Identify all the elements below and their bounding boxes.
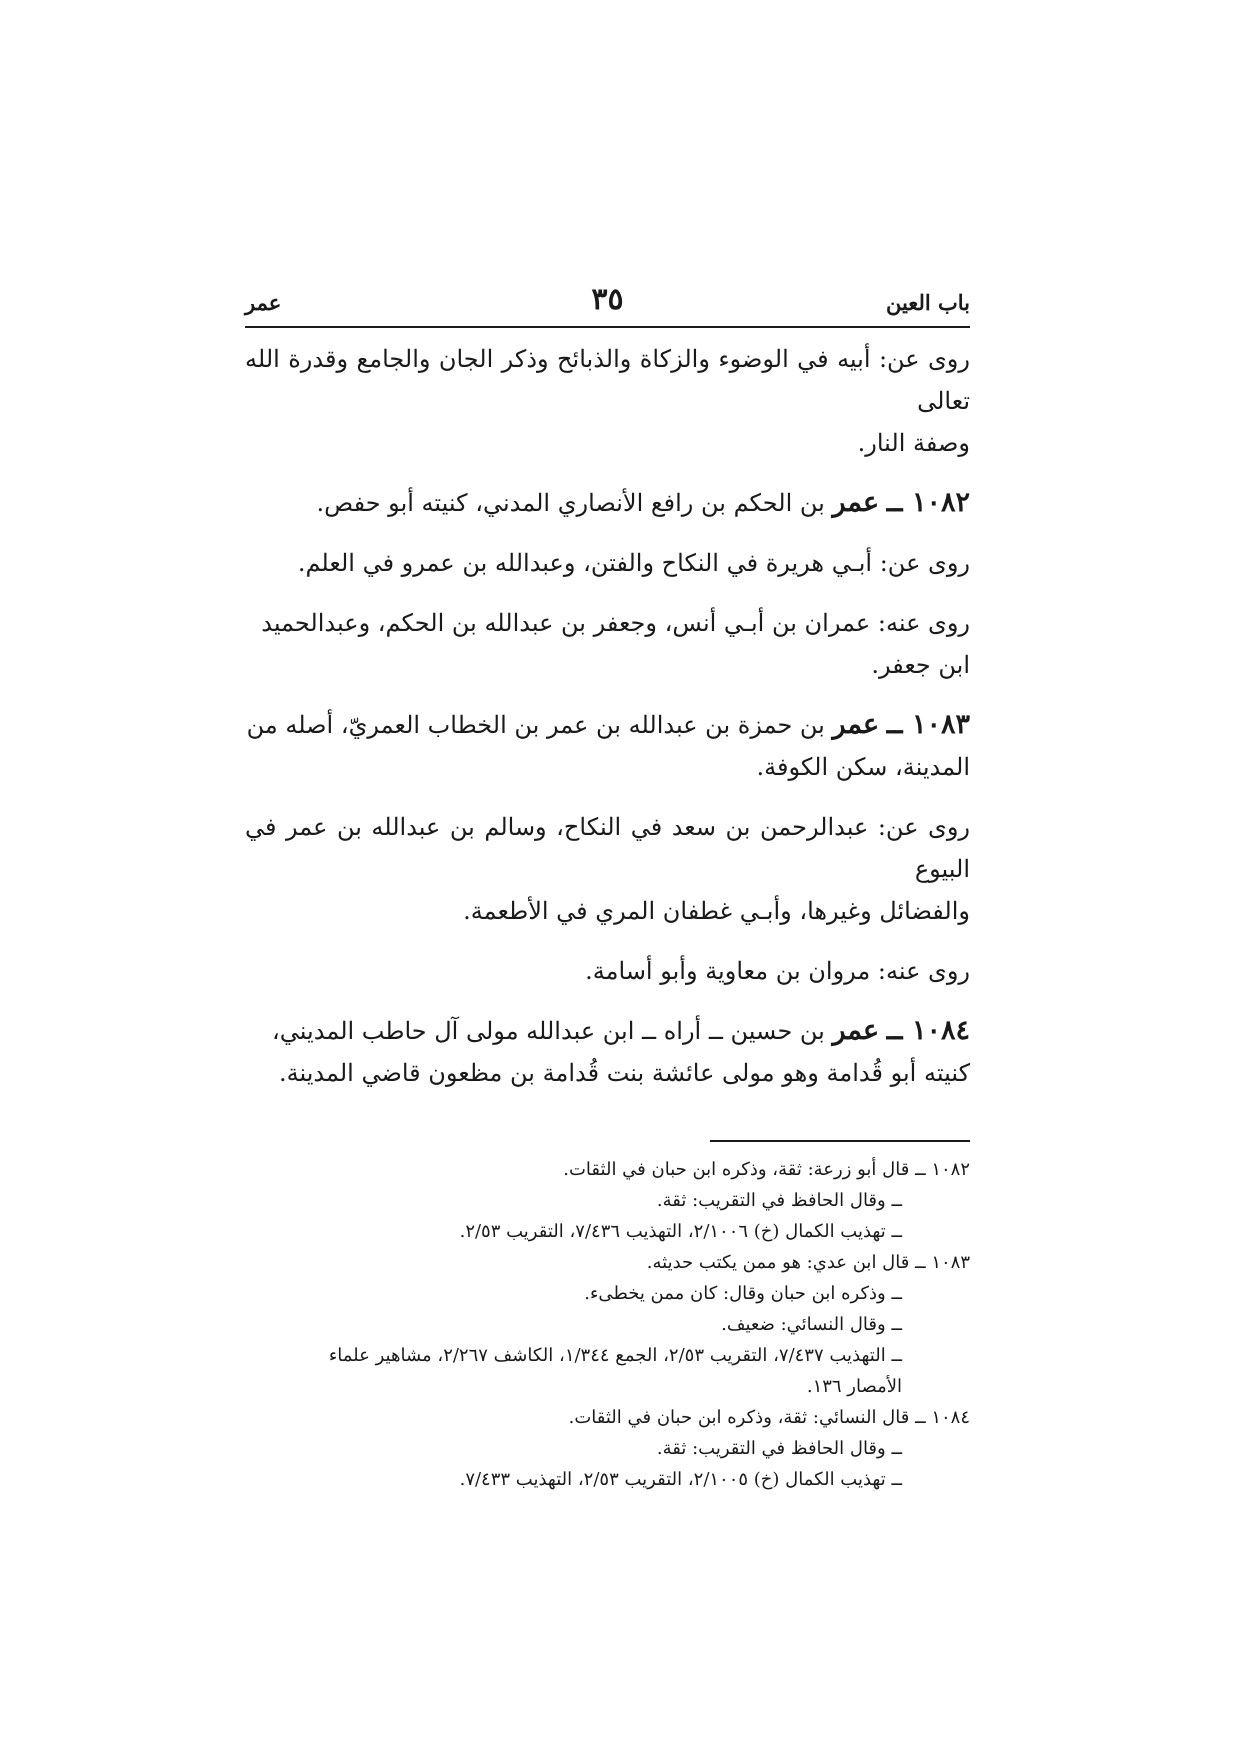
text-line: روى عن: أبيه في الوضوء والزكاة والذبائح وذكر الجان والجامع وقدرة الله تعالى [245,345,970,415]
footnote-1083: ١٠٨٣ ــ قال ابن عدي: هو ممن يكتب حديثه. [646,1252,970,1273]
page-number: ٣٥ [591,282,624,317]
footnote-line: ــ وقال الحافظ في التقريب: ثقة. [656,1190,902,1211]
footnote-1082: ١٠٨٢ ــ قال أبو زرعة: ثقة، وذكره ابن حبان في الثقات. [563,1159,970,1180]
entry-1082-heading [245,482,970,524]
entry-text: بن حسين ــ أراه ــ ابن عبدالله مولى آل حاطب المديني، [272,1017,833,1045]
footnote-line: الأمصار ١٣٦. [806,1376,902,1397]
footnote-line: ــ تهذيب الكمال (خ) ٢/١٠٠٥، التقريب ٢/٥٣، التهذيب ٧/٤٣٣. [459,1469,902,1490]
entry-1084-heading [245,1010,970,1052]
footnote-line: ــ وقال النسائي: ضعيف. [721,1314,902,1335]
entry-1083-narrated-from: روى عن: عبدالرحمن بن سعد في النكاح، وسالم بن عبدالله بن عمر في البيوع [245,813,970,883]
book-page [245,282,970,1495]
chapter-title: باب العين [885,290,970,315]
footnote-line: ــ وذكره ابن حبان وقال: كان ممن يخطىء. [584,1283,902,1304]
main-text [245,338,970,1094]
entry-number: ١٠٨٣ ــ [886,709,970,740]
footnote-1084: ١٠٨٤ ــ قال النسائي: ثقة، وذكره ابن حبان في الثقات. [568,1407,970,1428]
entry-name: عمر [832,1015,880,1046]
text-line: والفضائل وغيرها، وأبـي غطفان المري في الأطعمة. [463,897,970,925]
entry-text: بن حمزة بن عبدالله بن عمر بن الخطاب العمريّ، أصله من [246,711,833,739]
footnote-line: ــ وقال الحافظ في التقريب: ثقة. [656,1438,902,1459]
footnotes [245,1154,970,1495]
footnote-line: ــ التهذيب ٧/٤٣٧، التقريب ٢/٥٣، الجمع ١/٣٤٤، الكاشف ٢/٢٦٧، مشاهير علماء [328,1345,902,1366]
entry-name: عمر [832,487,880,518]
footnote-divider [710,1140,970,1142]
section-word: عمر [245,290,282,315]
entry-1083-heading [245,704,970,746]
entry-name: عمر [832,709,880,740]
text-line: وصفة النار. [857,429,970,457]
text-line: ابن جعفر. [871,651,970,679]
text-line: كنيته أبو قُدامة وهو مولى عائشة بنت قُدامة بن مظعون قاضي المدينة. [278,1059,970,1087]
entry-1083-narrated-by: روى عنه: مروان بن معاوية وأبو أسامة. [585,957,970,985]
entry-1082-narrated-by: روى عنه: عمران بن أبـي أنس، وجعفر بن عبدالله بن الحكم، وعبدالحميد [261,609,970,637]
entry-number: ١٠٨٤ ــ [886,1015,970,1046]
footnote-line: ــ تهذيب الكمال (خ) ٢/١٠٠٦، التهذيب ٧/٤٣٦، التقريب ٢/٥٣. [459,1221,902,1242]
entry-1082-narrated-from: روى عن: أبـي هريرة في النكاح والفتن، وعبدالله بن عمرو في العلم. [297,549,970,577]
text-line: المدينة، سكن الكوفة. [756,753,970,781]
entry-text: بن الحكم بن رافع الأنصاري المدني، كنيته أبو حفص. [316,489,833,517]
entry-number: ١٠٨٢ ــ [886,487,970,518]
page-header [245,282,970,328]
